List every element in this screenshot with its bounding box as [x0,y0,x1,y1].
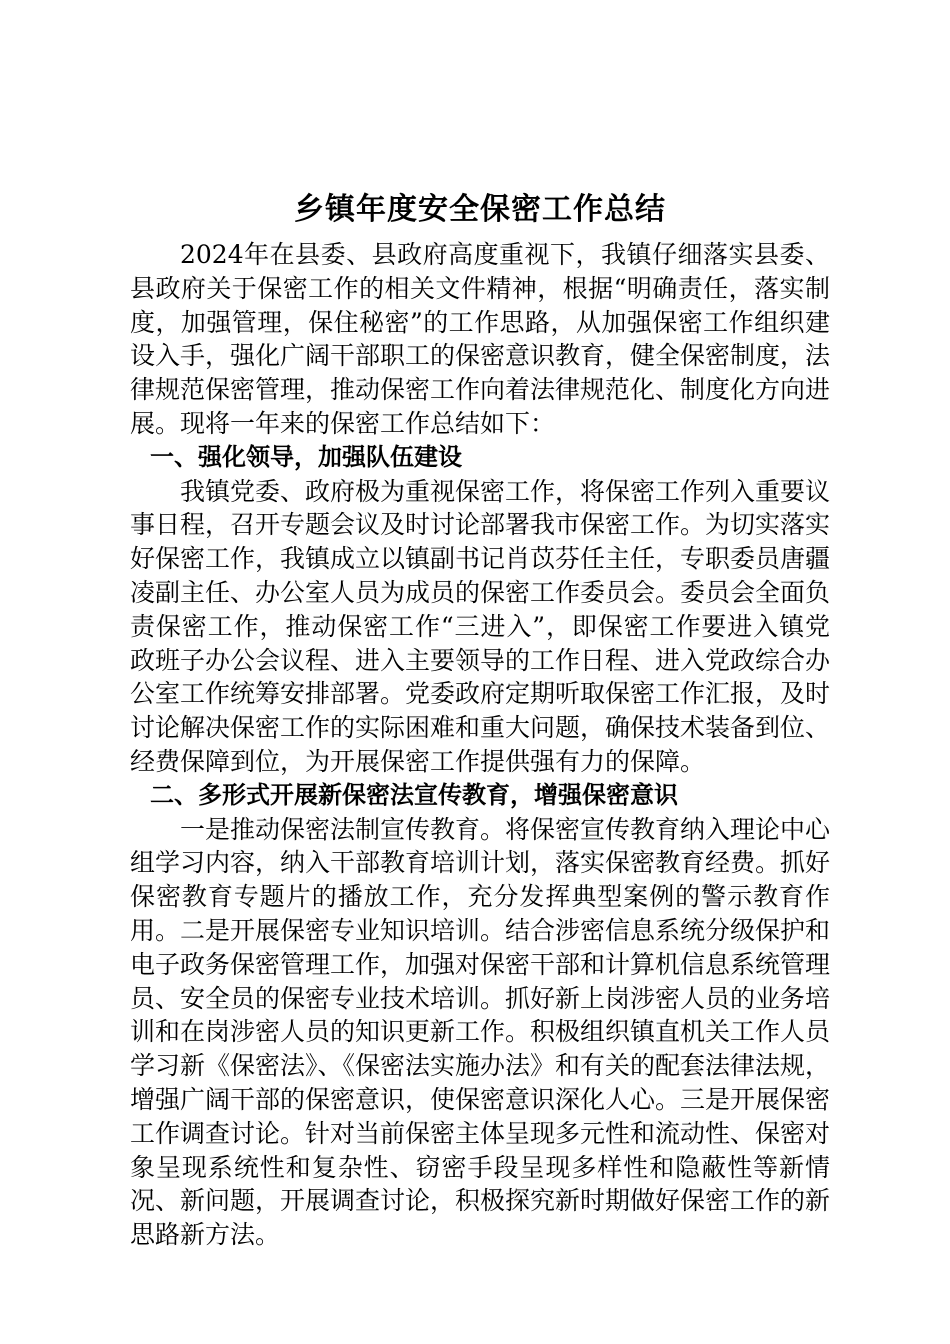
document-title: 乡镇年度安全保密工作总结 [294,192,666,227]
document-page [130,186,830,1252]
section-heading-1: 一、强化领导，加强队伍建设 [150,442,462,471]
section-body-2: 一是推动保密法制宣传教育。将保密宣传教育纳入理论中心组学习内容，纳入干部教育培训计划，落实保密教育经费。抓好保密教育专题片的播放工作，充分发挥典型案例的警示教育作用。二是开展保密专业知识培训。结合涉密信息系统分级保护和电子政务保密管理工作，加强对保密干部和计算机信息系统管理员、安全员的保密专业技术培训。抓好新上岗涉密人员的业务培训和在岗涉密人员的知识更新工作。积极组织镇直机关工作人员学习新《保密法》、《保密法实施办法》和有关的配套法律法规，增强广阔干部的保密意识，使保密意识深化人心。三是开展保密工作调查讨论。针对当前保密主体呈现多元性和流动性、保密对象呈现系统性和复杂性、窃密手段呈现多样性和隐蔽性等新情况、新问题，开展调查讨论，积极探究新时期做好保密工作的新思路新方法。 [130,814,831,1250]
section-body-1: 我镇党委、政府极为重视保密工作，将保密工作列入重要议事日程，召开专题会议及时讨论部署我市保密工作。为切实落实好保密工作，我镇成立以镇副书记肖苡芬任主任，专职委员唐疆凌副主任、办公室人员为成员的保密工作委员会。委员会全面负责保密工作，推动保密工作“三进入”，即保密工作要进入镇党政班子办公会议程、进入主要领导的工作日程、进入党政综合办公室工作统筹安排部署。党委政府定期听取保密工作汇报，及时讨论解决保密工作的实际困难和重大问题，确保技术装备到位、经费保障到位，为开展保密工作提供强有力的保障。 [130,476,831,776]
intro-paragraph: 2024年在县委、县政府高度重视下，我镇仔细落实县委、县政府关于保密工作的相关文件精神，根据“明确责任，落实制度，加强管理，保住秘密”的工作思路，从加强保密工作组织建设入手，强化广阔干部职工的保密意识教育，健全保密制度，法律规范保密管理，推动保密工作向着法律规范化、制度化方向进展。现将一年来的保密工作总结如下： [130,240,831,438]
section-heading-2: 二、多形式开展新保密法宣传教育，增强保密意识 [150,780,678,809]
